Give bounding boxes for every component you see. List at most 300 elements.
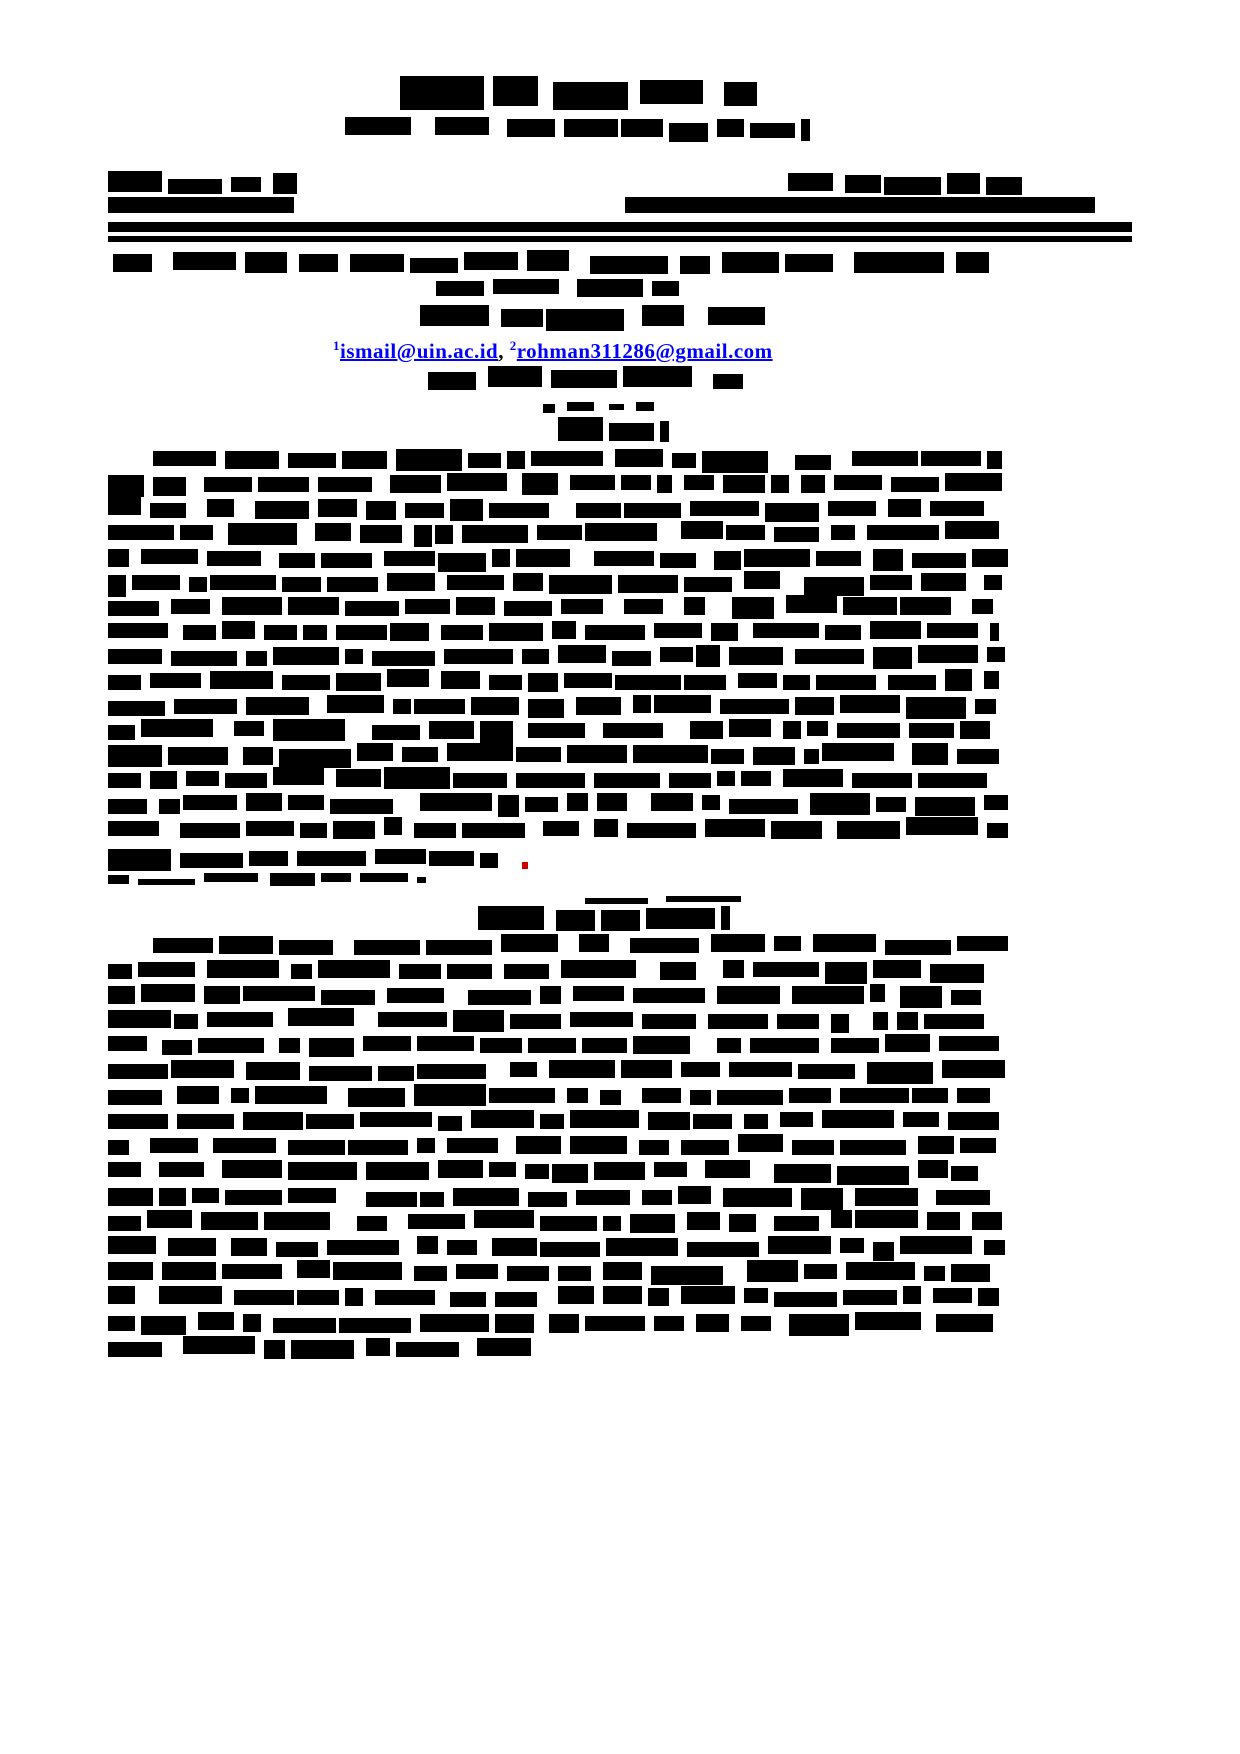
ink-run xyxy=(687,1212,720,1230)
email-2-superscript: 2 xyxy=(509,338,517,353)
ink-run xyxy=(108,1286,135,1304)
ink-run xyxy=(480,1038,522,1053)
ink-run xyxy=(558,645,606,663)
ink-run xyxy=(501,309,543,327)
ink-run xyxy=(366,1338,390,1356)
ink-run xyxy=(804,1264,837,1279)
ink-run xyxy=(333,1262,402,1280)
ink-run xyxy=(840,1140,906,1155)
ink-run xyxy=(243,986,315,1001)
ink-run xyxy=(387,573,435,591)
ink-run xyxy=(108,1064,168,1079)
abstract-en-heading xyxy=(478,902,750,933)
ink-run xyxy=(366,1162,429,1180)
ink-run xyxy=(384,767,450,789)
ink-run xyxy=(957,936,1008,951)
ink-run xyxy=(567,793,588,811)
ink-run xyxy=(600,1090,621,1105)
ink-run xyxy=(327,695,384,713)
abstract-en-paragraph xyxy=(108,932,1008,1361)
ink-run xyxy=(537,525,582,540)
ink-run xyxy=(774,1292,837,1307)
ink-run xyxy=(468,453,501,468)
ink-run xyxy=(420,793,492,811)
ink-run xyxy=(108,197,294,213)
ink-run xyxy=(330,799,393,814)
ink-run xyxy=(552,621,576,639)
ink-run xyxy=(951,1166,978,1181)
ink-run xyxy=(429,851,474,866)
ink-run xyxy=(798,1064,855,1079)
ink-run xyxy=(108,875,129,884)
ink-run xyxy=(108,701,165,716)
ink-run xyxy=(972,599,993,614)
ink-run xyxy=(108,986,135,1004)
ink-run xyxy=(837,821,900,839)
ink-run xyxy=(837,723,900,738)
ink-run xyxy=(417,1064,486,1079)
ink-run xyxy=(642,1190,672,1205)
ink-run xyxy=(108,1162,141,1177)
ink-run xyxy=(414,1084,486,1106)
ink-run xyxy=(984,671,999,689)
ink-run xyxy=(625,197,1095,213)
ink-run xyxy=(522,473,558,495)
ink-run xyxy=(516,747,561,762)
ink-run xyxy=(927,623,978,638)
ink-run xyxy=(984,575,1002,590)
journal-subtitle xyxy=(345,115,827,141)
ink-run xyxy=(108,1316,135,1331)
ink-run xyxy=(360,525,402,543)
ink-run xyxy=(684,675,726,690)
ink-run xyxy=(489,1088,555,1103)
ink-run xyxy=(744,1114,768,1129)
ink-run xyxy=(288,1008,354,1026)
ink-run xyxy=(801,475,825,493)
ink-run xyxy=(771,475,789,493)
ink-run xyxy=(825,625,861,640)
ink-run xyxy=(297,851,366,866)
ink-run xyxy=(462,823,525,838)
ink-run xyxy=(108,1188,153,1206)
ink-run xyxy=(453,1188,519,1206)
ink-run xyxy=(493,279,559,294)
ink-run xyxy=(597,793,627,811)
ink-run xyxy=(441,625,483,640)
ink-run xyxy=(198,1038,264,1053)
ink-run xyxy=(788,173,833,191)
ink-run xyxy=(633,988,705,1003)
ink-run xyxy=(567,402,594,411)
ink-run xyxy=(903,1286,921,1304)
ink-run xyxy=(504,601,552,616)
ink-run xyxy=(243,747,273,765)
ink-run xyxy=(873,1242,894,1261)
ink-run xyxy=(345,601,399,616)
ink-run xyxy=(108,497,141,515)
ink-run xyxy=(350,254,404,272)
ink-run xyxy=(738,1134,783,1152)
ink-run xyxy=(510,1062,537,1077)
ink-run xyxy=(282,675,330,690)
ink-run xyxy=(831,1014,849,1033)
ink-run xyxy=(321,873,351,882)
ink-run xyxy=(657,475,672,493)
ink-run xyxy=(603,1216,621,1231)
ink-run xyxy=(108,745,162,767)
ink-run xyxy=(488,366,542,387)
ink-run xyxy=(447,1240,477,1255)
ink-run xyxy=(108,575,126,597)
ink-run xyxy=(297,1290,339,1305)
ink-run xyxy=(696,1314,729,1332)
ink-run xyxy=(366,1192,417,1207)
ink-run xyxy=(987,823,1008,838)
ink-run xyxy=(924,1266,945,1281)
ink-run xyxy=(525,797,558,812)
ink-run xyxy=(378,1012,447,1027)
affiliation-line-2 xyxy=(543,400,661,412)
ink-run xyxy=(540,1114,564,1129)
ink-run xyxy=(345,1288,363,1306)
ink-run xyxy=(234,721,264,736)
ink-run xyxy=(336,673,381,691)
ink-run xyxy=(693,1114,732,1129)
email-2-link[interactable]: rohman311286@gmail.com xyxy=(516,339,773,363)
ink-run xyxy=(708,307,765,325)
ink-run xyxy=(957,1088,990,1103)
ink-run xyxy=(786,595,837,613)
ink-run xyxy=(288,795,324,810)
ink-run xyxy=(801,1188,843,1210)
ink-run xyxy=(855,1312,921,1330)
ink-run xyxy=(417,877,426,883)
ink-run xyxy=(717,771,735,786)
ink-run xyxy=(609,404,624,410)
ink-run xyxy=(450,1292,486,1307)
ink-run xyxy=(108,1140,129,1155)
ink-run xyxy=(956,252,989,273)
ink-run xyxy=(180,853,243,868)
ink-run xyxy=(150,673,201,688)
ink-run xyxy=(884,177,941,195)
ink-run xyxy=(273,1318,336,1333)
ink-run xyxy=(933,1288,972,1303)
ink-run xyxy=(774,1216,819,1231)
ink-run xyxy=(606,1238,678,1256)
ink-run xyxy=(690,501,759,516)
ink-run xyxy=(516,549,570,567)
ink-run xyxy=(873,647,912,669)
ink-run xyxy=(471,697,519,715)
ink-run xyxy=(729,647,783,665)
ink-run xyxy=(207,551,261,566)
ink-run xyxy=(159,1286,222,1304)
ink-run xyxy=(774,527,819,542)
ink-run xyxy=(621,1060,672,1078)
ink-run xyxy=(774,936,801,951)
ink-run xyxy=(577,279,643,297)
ink-run xyxy=(147,1210,192,1228)
ink-run xyxy=(222,1160,282,1178)
ink-run xyxy=(744,571,780,589)
ink-run xyxy=(651,793,693,811)
ink-run xyxy=(299,254,338,272)
ink-run xyxy=(561,599,603,614)
ink-run xyxy=(225,451,279,469)
ink-run xyxy=(918,1160,948,1178)
ink-run xyxy=(729,719,771,737)
ink-run xyxy=(171,599,210,614)
ink-run xyxy=(729,1214,756,1232)
ink-run xyxy=(282,577,321,592)
ink-run xyxy=(141,719,213,737)
ink-run xyxy=(414,525,432,547)
url-right xyxy=(625,197,1095,214)
ink-run xyxy=(108,1010,171,1028)
ink-run xyxy=(108,525,174,540)
ink-run xyxy=(972,1212,1002,1230)
ink-run xyxy=(225,773,267,788)
ink-run xyxy=(153,477,186,496)
ink-run xyxy=(228,523,297,545)
ink-run xyxy=(783,721,801,739)
ink-run xyxy=(108,236,1132,242)
ink-run xyxy=(867,525,939,540)
ink-run xyxy=(231,1238,267,1256)
ink-run xyxy=(732,597,774,619)
ink-run xyxy=(594,551,654,566)
ink-run xyxy=(180,823,240,838)
ink-run xyxy=(387,988,444,1003)
ink-run xyxy=(729,1062,792,1077)
ink-run xyxy=(162,1040,192,1055)
email-1-link[interactable]: ismail@uin.ac.id xyxy=(340,339,499,363)
ink-run xyxy=(456,597,495,615)
ink-run xyxy=(903,1112,939,1127)
ink-run xyxy=(108,1090,162,1105)
ink-run xyxy=(174,699,237,714)
ink-run xyxy=(516,1136,561,1154)
ink-run xyxy=(726,525,765,540)
ink-run xyxy=(222,1264,282,1279)
ink-run xyxy=(551,370,617,388)
ink-run xyxy=(609,423,654,441)
ink-run xyxy=(245,252,287,273)
ink-run xyxy=(960,721,990,739)
ink-run xyxy=(204,477,252,492)
ink-run xyxy=(108,675,141,690)
ink-run xyxy=(493,76,538,106)
ink-run xyxy=(711,934,765,952)
ink-run xyxy=(855,1188,918,1206)
ink-run xyxy=(816,675,876,690)
ink-run xyxy=(436,281,484,296)
ink-run xyxy=(528,673,558,692)
ink-run xyxy=(915,797,975,816)
ink-run xyxy=(297,1260,330,1278)
ink-run xyxy=(801,119,810,141)
ink-run xyxy=(627,823,696,838)
ink-run xyxy=(590,256,668,274)
ink-run xyxy=(986,177,1022,195)
ink-run xyxy=(774,1164,831,1183)
ink-run xyxy=(945,521,999,539)
ink-run xyxy=(450,499,483,521)
ink-run xyxy=(159,799,180,814)
ink-run xyxy=(246,821,294,836)
ink-run xyxy=(921,451,981,466)
email-1-superscript: 1 xyxy=(333,338,340,353)
ink-run xyxy=(138,879,195,885)
ink-run xyxy=(594,773,660,788)
ink-run xyxy=(336,625,387,640)
ink-run xyxy=(444,649,513,664)
ink-run xyxy=(612,651,651,666)
ink-run xyxy=(288,1140,345,1155)
ink-run xyxy=(198,1312,234,1330)
ink-run xyxy=(942,1060,1005,1078)
ink-run xyxy=(192,1188,219,1203)
ink-run xyxy=(150,503,186,518)
ink-run xyxy=(363,1036,411,1051)
abstrak-heading xyxy=(558,413,690,444)
ink-run xyxy=(246,651,267,666)
ink-run xyxy=(222,597,282,615)
ink-run xyxy=(906,817,978,835)
ink-run xyxy=(690,721,723,739)
ink-run xyxy=(744,549,810,567)
ink-run xyxy=(660,962,696,980)
ink-run xyxy=(843,1290,897,1305)
ink-run xyxy=(438,1116,462,1131)
ink-run xyxy=(717,119,744,137)
ink-run xyxy=(840,695,900,713)
ink-run xyxy=(504,964,549,979)
ink-run xyxy=(771,821,822,839)
ink-run xyxy=(543,404,555,413)
ink-run xyxy=(528,699,564,718)
ink-run xyxy=(387,669,429,687)
ink-run xyxy=(255,1086,327,1104)
ink-run xyxy=(288,597,339,615)
ink-run xyxy=(270,873,315,886)
ink-run xyxy=(711,623,738,641)
ink-run xyxy=(585,625,645,640)
ink-run xyxy=(108,821,159,836)
ink-run xyxy=(867,1062,933,1084)
ink-run xyxy=(108,799,147,814)
ink-run xyxy=(558,1286,594,1304)
ink-run xyxy=(480,721,513,743)
ink-run xyxy=(570,1110,639,1128)
ink-run xyxy=(183,795,237,810)
ink-run xyxy=(540,986,561,1004)
ink-run xyxy=(717,1038,741,1053)
ink-run xyxy=(780,1112,813,1127)
ink-run xyxy=(870,984,885,1002)
ink-run xyxy=(654,695,711,713)
ink-run xyxy=(603,1286,642,1304)
ink-run xyxy=(414,699,465,714)
ink-run xyxy=(930,501,984,516)
ink-run xyxy=(951,1264,990,1282)
ink-run xyxy=(171,651,237,666)
ink-run xyxy=(453,773,507,788)
ink-run xyxy=(528,1038,576,1053)
ink-run xyxy=(478,906,544,930)
ink-run xyxy=(498,795,519,817)
ink-run xyxy=(723,1188,792,1207)
ink-run xyxy=(360,873,408,882)
ink-run xyxy=(870,621,921,639)
ink-run xyxy=(108,475,144,497)
ink-run xyxy=(180,525,213,540)
ink-run xyxy=(540,1216,597,1231)
ink-run xyxy=(108,1262,153,1280)
ink-run xyxy=(489,503,549,518)
ink-run xyxy=(723,475,765,493)
ink-run xyxy=(153,938,213,953)
ink-run xyxy=(570,1012,633,1027)
ink-run xyxy=(318,499,357,517)
ink-run xyxy=(837,1166,909,1185)
affiliation-line-1 xyxy=(428,366,760,392)
abstract-id-paragraph xyxy=(108,447,1008,841)
ink-run xyxy=(417,1236,438,1254)
ink-run xyxy=(783,769,843,787)
ink-run xyxy=(246,1062,300,1080)
ink-run xyxy=(792,1140,834,1155)
ink-run xyxy=(141,1316,186,1335)
ink-run xyxy=(438,1160,483,1178)
ink-run xyxy=(651,1266,723,1285)
ink-run xyxy=(573,986,624,1001)
ink-run xyxy=(885,1034,930,1052)
ink-run xyxy=(843,597,897,615)
ink-run xyxy=(615,675,681,690)
ink-run xyxy=(648,1288,669,1306)
ink-run xyxy=(420,305,489,326)
ink-run xyxy=(306,1114,354,1129)
ink-run xyxy=(549,1060,615,1078)
ink-run xyxy=(428,372,476,390)
ink-run xyxy=(873,1012,888,1030)
ink-run xyxy=(108,1114,168,1129)
ink-run xyxy=(921,573,966,591)
ink-run xyxy=(785,254,833,272)
rule-top xyxy=(108,222,1132,232)
ink-run xyxy=(345,649,363,664)
ink-run xyxy=(813,934,876,952)
ink-run xyxy=(231,1088,249,1103)
ink-run xyxy=(393,699,411,714)
ink-run xyxy=(975,699,996,714)
ink-run xyxy=(321,990,375,1005)
ink-run xyxy=(309,1038,354,1057)
ink-run xyxy=(909,723,954,738)
ink-run xyxy=(724,82,757,106)
ink-run xyxy=(417,1138,435,1153)
ink-run xyxy=(108,1216,141,1231)
ink-run xyxy=(189,577,207,592)
ink-run xyxy=(711,749,744,764)
ink-run xyxy=(279,1038,300,1053)
ink-run xyxy=(264,625,297,640)
ink-run xyxy=(705,819,765,837)
ink-run xyxy=(960,1138,996,1153)
